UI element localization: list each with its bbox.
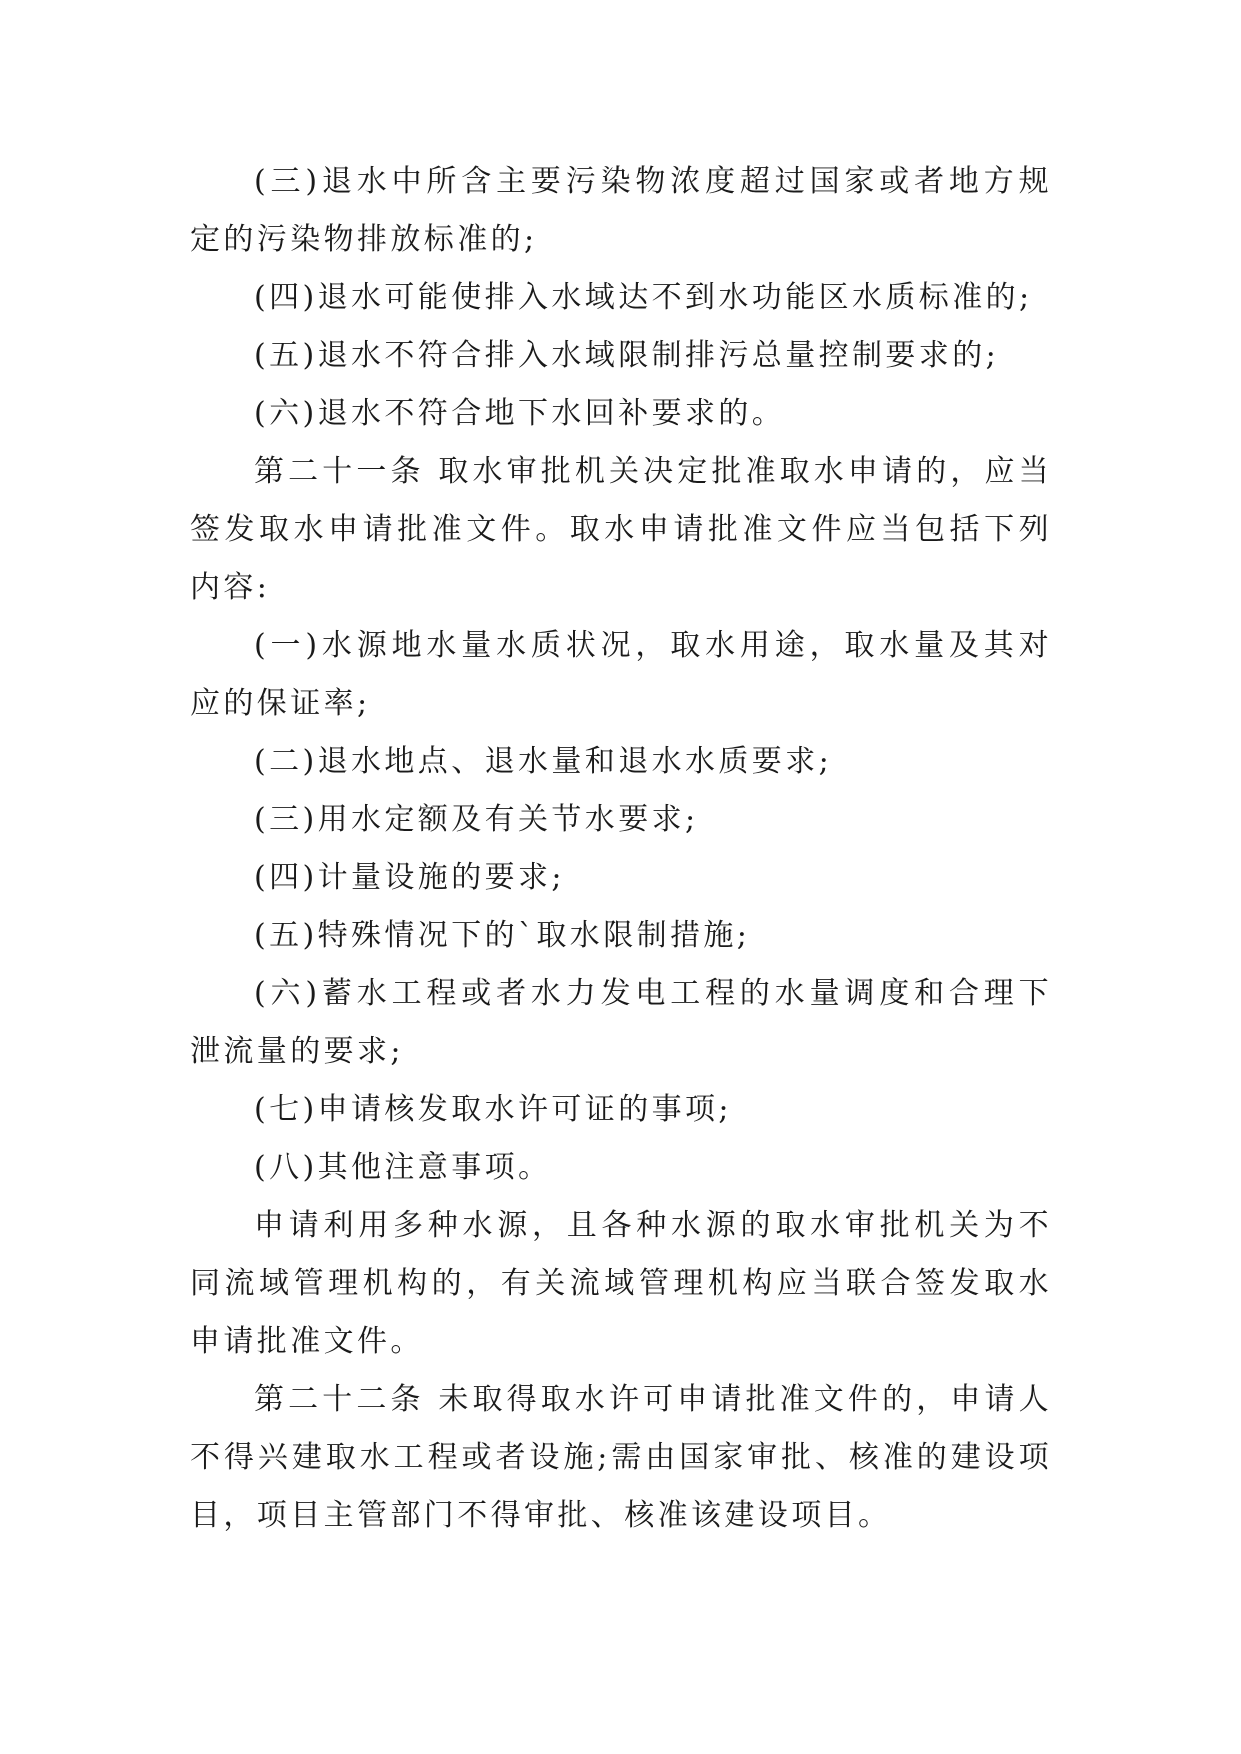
article-21-item-1: (一)水源地水量水质状况，取水用途，取水量及其对应的保证率;	[190, 628, 1052, 721]
paragraph-item-5: (五)退水不符合排入水域限制排污总量控制要求的;	[254, 338, 1000, 373]
article-21-item-6: (六)蓄水工程或者水力发电工程的水量调度和合理下泄流量的要求;	[190, 976, 1052, 1069]
paragraph-item-4: (四)退水可能使排入水域达不到水功能区水质标准的;	[254, 280, 1033, 315]
article-21: 第二十一条 取水审批机关决定批准取水申请的，应当签发取水申请批准文件。取水申请批准文件应当包括下列内容:	[190, 454, 1052, 605]
article-21-item-5: (五)特殊情况下的`取水限制措施;	[254, 918, 751, 953]
article-21-item-7: (七)申请核发取水许可证的事项;	[254, 1092, 732, 1127]
article-21-item-8: (八)其他注意事项。	[254, 1150, 552, 1185]
article-21-note: 申请利用多种水源，且各种水源的取水审批机关为不同流域管理机构的，有关流域管理机构应当联合签发取水申请批准文件。	[190, 1208, 1052, 1359]
article-21-item-4: (四)计量设施的要求;	[254, 860, 565, 895]
document-body	[190, 153, 1052, 1545]
article-22: 第二十二条 未取得取水许可申请批准文件的，申请人不得兴建取水工程或者设施;需由国家审批、核准的建设项目，项目主管部门不得审批、核准该建设项目。	[190, 1382, 1052, 1533]
paragraph-item-6: (六)退水不符合地下水回补要求的。	[254, 396, 786, 431]
article-21-item-3: (三)用水定额及有关节水要求;	[254, 802, 699, 837]
article-21-item-2: (二)退水地点、退水量和退水水质要求;	[254, 744, 833, 779]
paragraph-item-3: (三)退水中所含主要污染物浓度超过国家或者地方规定的污染物排放标准的;	[190, 164, 1052, 257]
